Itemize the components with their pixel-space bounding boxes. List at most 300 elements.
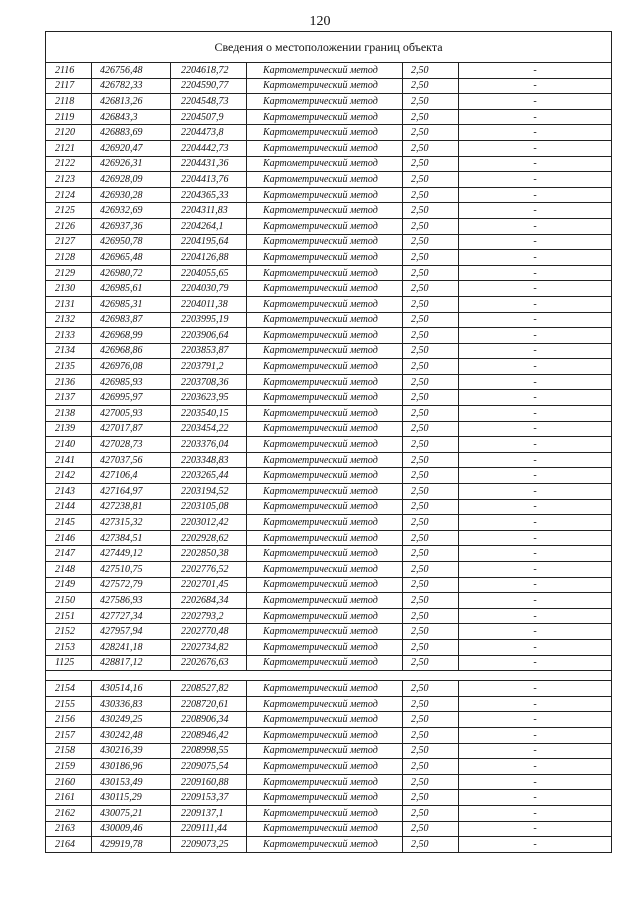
note-cell: - xyxy=(459,837,612,853)
method-cell: Картометрический метод xyxy=(247,421,403,437)
table-row xyxy=(46,78,612,94)
method-cell: Картометрический метод xyxy=(247,468,403,484)
table-row xyxy=(46,499,612,515)
point-number: 2151 xyxy=(46,608,92,624)
accuracy-cell: 2,50 xyxy=(403,187,459,203)
note-cell: - xyxy=(459,265,612,281)
accuracy-cell: 2,50 xyxy=(403,109,459,125)
point-number: 2148 xyxy=(46,562,92,578)
coordinate-x: 426920,47 xyxy=(92,140,171,156)
point-number: 2159 xyxy=(46,759,92,775)
note-cell: - xyxy=(459,125,612,141)
note-cell: - xyxy=(459,712,612,728)
accuracy-cell: 2,50 xyxy=(403,296,459,312)
note-cell: - xyxy=(459,406,612,422)
point-number: 2154 xyxy=(46,681,92,697)
note-cell: - xyxy=(459,437,612,453)
note-cell: - xyxy=(459,312,612,328)
coordinate-x: 430075,21 xyxy=(92,805,171,821)
accuracy-cell: 2,50 xyxy=(403,125,459,141)
note-cell: - xyxy=(459,109,612,125)
point-number: 2161 xyxy=(46,790,92,806)
coordinate-y: 2202734,82 xyxy=(171,639,247,655)
note-cell: - xyxy=(459,696,612,712)
coordinate-y: 2208998,55 xyxy=(171,743,247,759)
coordinate-x: 427315,32 xyxy=(92,515,171,531)
note-cell: - xyxy=(459,546,612,562)
coordinate-y: 2202701,45 xyxy=(171,577,247,593)
table-row xyxy=(46,484,612,500)
table-row xyxy=(46,577,612,593)
coordinate-x: 426928,09 xyxy=(92,172,171,188)
accuracy-cell: 2,50 xyxy=(403,837,459,853)
method-cell: Картометрический метод xyxy=(247,639,403,655)
table-row xyxy=(46,421,612,437)
coordinate-x: 426980,72 xyxy=(92,265,171,281)
note-cell: - xyxy=(459,78,612,94)
method-cell: Картометрический метод xyxy=(247,328,403,344)
coordinate-y: 2209160,88 xyxy=(171,774,247,790)
accuracy-cell: 2,50 xyxy=(403,593,459,609)
table-row xyxy=(46,328,612,344)
method-cell: Картометрический метод xyxy=(247,681,403,697)
table-row xyxy=(46,406,612,422)
point-number: 2116 xyxy=(46,63,92,79)
coordinate-x: 426937,36 xyxy=(92,218,171,234)
point-number: 2134 xyxy=(46,343,92,359)
accuracy-cell: 2,50 xyxy=(403,468,459,484)
point-number: 2127 xyxy=(46,234,92,250)
accuracy-cell: 2,50 xyxy=(403,172,459,188)
method-cell: Картометрический метод xyxy=(247,94,403,110)
note-cell: - xyxy=(459,743,612,759)
note-cell: - xyxy=(459,562,612,578)
note-cell: - xyxy=(459,452,612,468)
coordinate-y: 2204431,36 xyxy=(171,156,247,172)
table-row xyxy=(46,312,612,328)
note-cell: - xyxy=(459,805,612,821)
table-row xyxy=(46,546,612,562)
note-cell: - xyxy=(459,140,612,156)
accuracy-cell: 2,50 xyxy=(403,374,459,390)
note-cell: - xyxy=(459,593,612,609)
accuracy-cell: 2,50 xyxy=(403,140,459,156)
accuracy-cell: 2,50 xyxy=(403,281,459,297)
coordinate-y: 2203906,64 xyxy=(171,328,247,344)
coordinate-x: 427586,93 xyxy=(92,593,171,609)
coordinate-x: 430153,49 xyxy=(92,774,171,790)
table-row xyxy=(46,837,612,853)
coordinate-x: 427572,79 xyxy=(92,577,171,593)
table-row xyxy=(46,655,612,671)
point-number: 2120 xyxy=(46,125,92,141)
note-cell: - xyxy=(459,774,612,790)
coordinate-x: 427106,4 xyxy=(92,468,171,484)
note-cell: - xyxy=(459,156,612,172)
method-cell: Картометрический метод xyxy=(247,608,403,624)
accuracy-cell: 2,50 xyxy=(403,655,459,671)
method-cell: Картометрический метод xyxy=(247,234,403,250)
coordinate-y: 2204442,73 xyxy=(171,140,247,156)
coordinate-x: 426926,31 xyxy=(92,156,171,172)
coordinate-y: 2203853,87 xyxy=(171,343,247,359)
note-cell: - xyxy=(459,655,612,671)
accuracy-cell: 2,50 xyxy=(403,406,459,422)
table-row xyxy=(46,562,612,578)
coordinate-x: 427957,94 xyxy=(92,624,171,640)
coordinate-y: 2203012,42 xyxy=(171,515,247,531)
table-row xyxy=(46,390,612,406)
coordinate-y: 2202850,38 xyxy=(171,546,247,562)
coordinate-y: 2203791,2 xyxy=(171,359,247,375)
note-cell: - xyxy=(459,234,612,250)
coordinate-y: 2204413,76 xyxy=(171,172,247,188)
coordinate-y: 2204126,88 xyxy=(171,250,247,266)
note-cell: - xyxy=(459,624,612,640)
table-row xyxy=(46,265,612,281)
table-row xyxy=(46,712,612,728)
coordinate-y: 2209137,1 xyxy=(171,805,247,821)
coordinate-x: 427005,93 xyxy=(92,406,171,422)
point-number: 2158 xyxy=(46,743,92,759)
accuracy-cell: 2,50 xyxy=(403,484,459,500)
coordinate-x: 426756,48 xyxy=(92,63,171,79)
method-cell: Картометрический метод xyxy=(247,296,403,312)
method-cell: Картометрический метод xyxy=(247,281,403,297)
table-row xyxy=(46,109,612,125)
coordinate-y: 2204055,65 xyxy=(171,265,247,281)
coordinate-y: 2204548,73 xyxy=(171,94,247,110)
coordinate-y: 2203194,52 xyxy=(171,484,247,500)
method-cell: Картометрический метод xyxy=(247,837,403,853)
accuracy-cell: 2,50 xyxy=(403,608,459,624)
accuracy-cell: 2,50 xyxy=(403,94,459,110)
point-number: 2141 xyxy=(46,452,92,468)
note-cell: - xyxy=(459,727,612,743)
coordinate-x: 426995,97 xyxy=(92,390,171,406)
coordinate-x: 426782,33 xyxy=(92,78,171,94)
method-cell: Картометрический метод xyxy=(247,546,403,562)
coordinate-x: 430115,29 xyxy=(92,790,171,806)
table-row xyxy=(46,140,612,156)
table-row xyxy=(46,681,612,697)
coordinate-y: 2203623,95 xyxy=(171,390,247,406)
coordinate-y: 2203454,22 xyxy=(171,421,247,437)
table-row xyxy=(46,359,612,375)
accuracy-cell: 2,50 xyxy=(403,203,459,219)
coordinate-y: 2203708,36 xyxy=(171,374,247,390)
accuracy-cell: 2,50 xyxy=(403,328,459,344)
coordinate-y: 2202776,52 xyxy=(171,562,247,578)
point-number: 2135 xyxy=(46,359,92,375)
accuracy-cell: 2,50 xyxy=(403,343,459,359)
method-cell: Картометрический метод xyxy=(247,125,403,141)
coordinate-y: 2203540,15 xyxy=(171,406,247,422)
table-row xyxy=(46,639,612,655)
coordinate-x: 427164,97 xyxy=(92,484,171,500)
note-cell: - xyxy=(459,63,612,79)
method-cell: Картометрический метод xyxy=(247,63,403,79)
accuracy-cell: 2,50 xyxy=(403,790,459,806)
table-row xyxy=(46,624,612,640)
method-cell: Картометрический метод xyxy=(247,805,403,821)
coordinate-y: 2203348,83 xyxy=(171,452,247,468)
accuracy-cell: 2,50 xyxy=(403,156,459,172)
accuracy-cell: 2,50 xyxy=(403,421,459,437)
coordinate-x: 430186,96 xyxy=(92,759,171,775)
coordinate-x: 426932,69 xyxy=(92,203,171,219)
point-number: 2162 xyxy=(46,805,92,821)
note-cell: - xyxy=(459,421,612,437)
coordinate-x: 426968,99 xyxy=(92,328,171,344)
point-number: 2122 xyxy=(46,156,92,172)
method-cell: Картометрический метод xyxy=(247,759,403,775)
accuracy-cell: 2,50 xyxy=(403,546,459,562)
accuracy-cell: 2,50 xyxy=(403,530,459,546)
point-number: 2150 xyxy=(46,593,92,609)
coordinate-y: 2202676,63 xyxy=(171,655,247,671)
method-cell: Картометрический метод xyxy=(247,374,403,390)
coordinate-y: 2208720,61 xyxy=(171,696,247,712)
accuracy-cell: 2,50 xyxy=(403,499,459,515)
accuracy-cell: 2,50 xyxy=(403,727,459,743)
coordinate-x: 427238,81 xyxy=(92,499,171,515)
coordinate-x: 426985,61 xyxy=(92,281,171,297)
point-number: 2146 xyxy=(46,530,92,546)
method-cell: Картометрический метод xyxy=(247,530,403,546)
coordinate-x: 430242,48 xyxy=(92,727,171,743)
section-separator xyxy=(46,671,612,681)
coordinate-x: 427727,34 xyxy=(92,608,171,624)
table-body xyxy=(46,32,612,853)
table-row xyxy=(46,608,612,624)
note-cell: - xyxy=(459,499,612,515)
accuracy-cell: 2,50 xyxy=(403,821,459,837)
table-row xyxy=(46,63,612,79)
coordinate-y: 2204618,72 xyxy=(171,63,247,79)
table-row xyxy=(46,805,612,821)
coordinate-y: 2209153,37 xyxy=(171,790,247,806)
point-number: 2140 xyxy=(46,437,92,453)
method-cell: Картометрический метод xyxy=(247,109,403,125)
coordinate-y: 2209073,25 xyxy=(171,837,247,853)
coordinate-x: 428241,18 xyxy=(92,639,171,655)
table-row xyxy=(46,203,612,219)
accuracy-cell: 2,50 xyxy=(403,681,459,697)
note-cell: - xyxy=(459,203,612,219)
coordinate-y: 2204195,64 xyxy=(171,234,247,250)
point-number: 2128 xyxy=(46,250,92,266)
accuracy-cell: 2,50 xyxy=(403,452,459,468)
point-number: 2117 xyxy=(46,78,92,94)
note-cell: - xyxy=(459,218,612,234)
coordinate-x: 426985,31 xyxy=(92,296,171,312)
point-number: 2137 xyxy=(46,390,92,406)
table-row xyxy=(46,250,612,266)
note-cell: - xyxy=(459,359,612,375)
table-row xyxy=(46,696,612,712)
table-row xyxy=(46,234,612,250)
point-number: 2119 xyxy=(46,109,92,125)
note-cell: - xyxy=(459,328,612,344)
coordinate-x: 427037,56 xyxy=(92,452,171,468)
method-cell: Картометрический метод xyxy=(247,343,403,359)
method-cell: Картометрический метод xyxy=(247,712,403,728)
point-number: 2139 xyxy=(46,421,92,437)
coordinate-x: 430249,25 xyxy=(92,712,171,728)
point-number: 2136 xyxy=(46,374,92,390)
method-cell: Картометрический метод xyxy=(247,78,403,94)
accuracy-cell: 2,50 xyxy=(403,515,459,531)
method-cell: Картометрический метод xyxy=(247,203,403,219)
method-cell: Картометрический метод xyxy=(247,312,403,328)
coordinate-y: 2203265,44 xyxy=(171,468,247,484)
method-cell: Картометрический метод xyxy=(247,359,403,375)
accuracy-cell: 2,50 xyxy=(403,577,459,593)
coordinate-y: 2204311,83 xyxy=(171,203,247,219)
accuracy-cell: 2,50 xyxy=(403,218,459,234)
method-cell: Картометрический метод xyxy=(247,437,403,453)
method-cell: Картометрический метод xyxy=(247,250,403,266)
table-row xyxy=(46,593,612,609)
table-row xyxy=(46,281,612,297)
accuracy-cell: 2,50 xyxy=(403,312,459,328)
method-cell: Картометрический метод xyxy=(247,156,403,172)
note-cell: - xyxy=(459,515,612,531)
method-cell: Картометрический метод xyxy=(247,577,403,593)
accuracy-cell: 2,50 xyxy=(403,743,459,759)
coordinate-y: 2209111,44 xyxy=(171,821,247,837)
coordinate-x: 426965,48 xyxy=(92,250,171,266)
point-number: 2157 xyxy=(46,727,92,743)
table-row xyxy=(46,296,612,312)
coordinate-y: 2203376,04 xyxy=(171,437,247,453)
method-cell: Картометрический метод xyxy=(247,696,403,712)
table-row xyxy=(46,759,612,775)
coordinate-x: 427510,75 xyxy=(92,562,171,578)
method-cell: Картометрический метод xyxy=(247,218,403,234)
table-row xyxy=(46,821,612,837)
separator-cell xyxy=(46,671,612,681)
point-number: 2147 xyxy=(46,546,92,562)
accuracy-cell: 2,50 xyxy=(403,624,459,640)
coordinate-y: 2208527,82 xyxy=(171,681,247,697)
method-cell: Картометрический метод xyxy=(247,727,403,743)
note-cell: - xyxy=(459,281,612,297)
coordinate-y: 2202770,48 xyxy=(171,624,247,640)
coordinate-y: 2204264,1 xyxy=(171,218,247,234)
point-number: 2160 xyxy=(46,774,92,790)
table-row xyxy=(46,727,612,743)
coordinate-x: 429919,78 xyxy=(92,837,171,853)
point-number: 2153 xyxy=(46,639,92,655)
coordinate-x: 426883,69 xyxy=(92,125,171,141)
method-cell: Картометрический метод xyxy=(247,140,403,156)
coordinate-y: 2204473,8 xyxy=(171,125,247,141)
method-cell: Картометрический метод xyxy=(247,390,403,406)
note-cell: - xyxy=(459,790,612,806)
coordinate-x: 427449,12 xyxy=(92,546,171,562)
point-number: 2142 xyxy=(46,468,92,484)
method-cell: Картометрический метод xyxy=(247,515,403,531)
coordinate-x: 426930,28 xyxy=(92,187,171,203)
point-number: 2133 xyxy=(46,328,92,344)
coordinate-x: 426976,08 xyxy=(92,359,171,375)
accuracy-cell: 2,50 xyxy=(403,265,459,281)
method-cell: Картометрический метод xyxy=(247,484,403,500)
coordinate-y: 2209075,54 xyxy=(171,759,247,775)
accuracy-cell: 2,50 xyxy=(403,78,459,94)
boundary-coordinates-table xyxy=(45,31,612,853)
method-cell: Картометрический метод xyxy=(247,790,403,806)
coordinate-x: 426950,78 xyxy=(92,234,171,250)
coordinate-y: 2208946,42 xyxy=(171,727,247,743)
method-cell: Картометрический метод xyxy=(247,774,403,790)
coordinate-y: 2203105,08 xyxy=(171,499,247,515)
point-number: 2132 xyxy=(46,312,92,328)
note-cell: - xyxy=(459,468,612,484)
method-cell: Картометрический метод xyxy=(247,743,403,759)
coordinate-x: 427017,87 xyxy=(92,421,171,437)
note-cell: - xyxy=(459,374,612,390)
accuracy-cell: 2,50 xyxy=(403,639,459,655)
point-number: 2164 xyxy=(46,837,92,853)
method-cell: Картометрический метод xyxy=(247,821,403,837)
accuracy-cell: 2,50 xyxy=(403,250,459,266)
coordinate-y: 2202793,2 xyxy=(171,608,247,624)
method-cell: Картометрический метод xyxy=(247,624,403,640)
table-row xyxy=(46,156,612,172)
coordinate-x: 426983,87 xyxy=(92,312,171,328)
table-row xyxy=(46,468,612,484)
note-cell: - xyxy=(459,296,612,312)
table-row xyxy=(46,530,612,546)
title-row xyxy=(46,32,612,63)
accuracy-cell: 2,50 xyxy=(403,805,459,821)
accuracy-cell: 2,50 xyxy=(403,234,459,250)
method-cell: Картометрический метод xyxy=(247,562,403,578)
point-number: 2130 xyxy=(46,281,92,297)
note-cell: - xyxy=(459,250,612,266)
point-number: 2152 xyxy=(46,624,92,640)
note-cell: - xyxy=(459,530,612,546)
table-title: Сведения о местоположении границ объекта xyxy=(46,32,612,63)
table-row xyxy=(46,125,612,141)
accuracy-cell: 2,50 xyxy=(403,712,459,728)
accuracy-cell: 2,50 xyxy=(403,696,459,712)
table-row xyxy=(46,774,612,790)
note-cell: - xyxy=(459,577,612,593)
point-number: 2126 xyxy=(46,218,92,234)
table-row xyxy=(46,218,612,234)
point-number: 2143 xyxy=(46,484,92,500)
note-cell: - xyxy=(459,681,612,697)
coordinate-y: 2208906,34 xyxy=(171,712,247,728)
table-row xyxy=(46,790,612,806)
table-row xyxy=(46,172,612,188)
note-cell: - xyxy=(459,608,612,624)
coordinate-x: 430216,39 xyxy=(92,743,171,759)
coordinate-x: 430009,46 xyxy=(92,821,171,837)
point-number: 2149 xyxy=(46,577,92,593)
point-number: 2144 xyxy=(46,499,92,515)
point-number: 2129 xyxy=(46,265,92,281)
table-row xyxy=(46,343,612,359)
table-row xyxy=(46,94,612,110)
table-row xyxy=(46,743,612,759)
coordinate-y: 2202928,62 xyxy=(171,530,247,546)
method-cell: Картометрический метод xyxy=(247,499,403,515)
